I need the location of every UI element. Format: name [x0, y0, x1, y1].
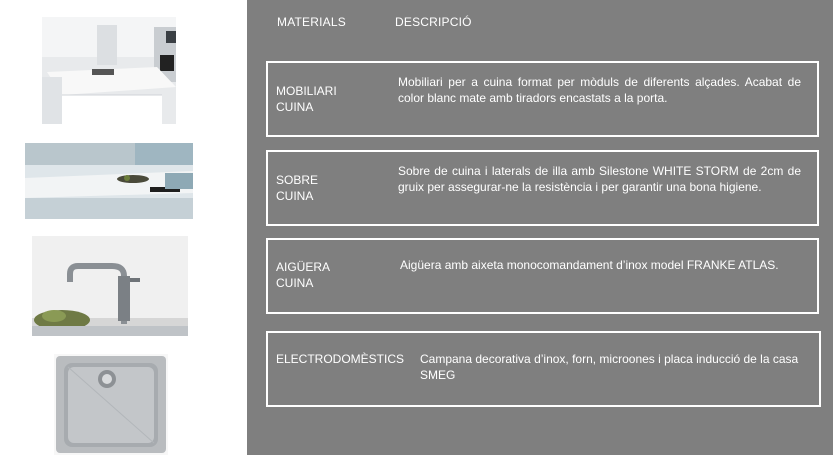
material-name-line1: AIGÜERA — [276, 260, 331, 274]
material-row-countertop — [266, 150, 819, 226]
sink-photo — [54, 354, 168, 455]
material-row-sink — [266, 238, 819, 314]
image-column — [0, 0, 247, 455]
material-name-line1: ELECTRODOMÈSTICS — [276, 352, 405, 366]
material-name-line2: CUINA — [276, 276, 314, 290]
materials-panel — [247, 0, 833, 455]
material-description: Aigüera amb aixeta monocomandament d’inox model FRANKE ATLAS. — [400, 258, 779, 272]
material-name-line1: MOBILIARI — [276, 84, 337, 98]
material-name-line1: SOBRE — [276, 173, 319, 187]
material-name-line2: CUINA — [276, 189, 314, 203]
material-name — [276, 172, 394, 204]
material-row-appliances — [266, 331, 821, 407]
material-name-line2: CUINA — [276, 100, 314, 114]
material-name — [276, 351, 416, 367]
material-description: Mobiliari per a cuina format per mòduls de diferents alçades. Acabat de color blanc mate amb tiradors encastats a la porta. — [398, 75, 801, 105]
material-name — [276, 83, 394, 115]
description-header: DESCRIPCIÓ — [395, 15, 472, 29]
faucet-photo — [32, 236, 188, 336]
countertop-photo — [25, 143, 193, 219]
kitchen-furniture-photo — [42, 17, 176, 124]
materials-header: MATERIALS — [277, 15, 346, 29]
material-description: Campana decorativa d’inox, forn, microones i placa inducció de la casa SMEG — [420, 352, 799, 382]
material-row-furniture — [266, 61, 819, 137]
material-name — [276, 259, 394, 291]
material-description: Sobre de cuina i laterals de illa amb Silestone WHITE STORM de 2cm de gruix per assegurar-ne la resistència i per garantir una bona higiene. — [398, 164, 801, 194]
